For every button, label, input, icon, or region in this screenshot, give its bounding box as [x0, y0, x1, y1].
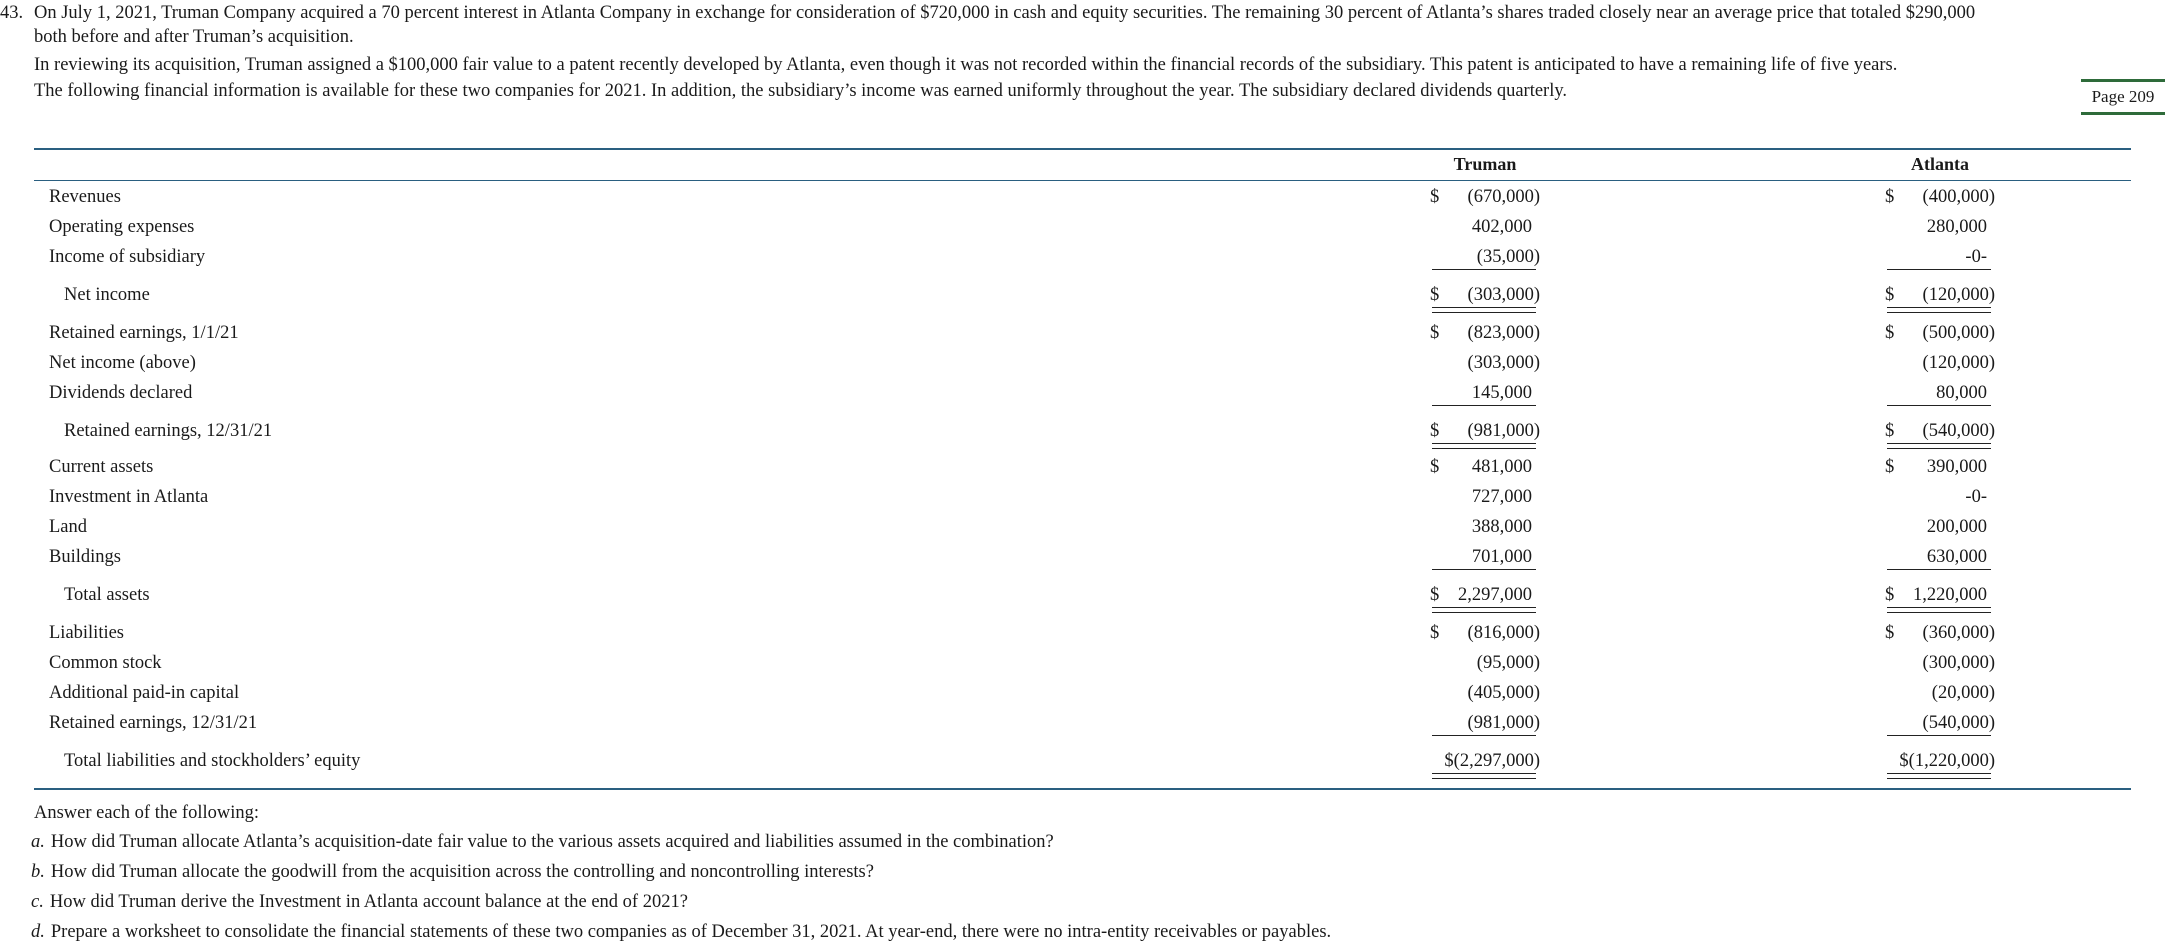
- table-row: [0, 650, 2172, 676]
- truman-amount-cell: [1430, 514, 1540, 540]
- atlanta-value: -0-: [1965, 487, 1987, 507]
- atlanta-amount-cell: [1885, 454, 1995, 480]
- truman-value: (816,000): [1467, 623, 1540, 643]
- row-label: Retained earnings, 1/1/21: [49, 323, 239, 343]
- question-a-letter: a.: [31, 832, 45, 852]
- table-row: [0, 582, 2172, 608]
- atlanta-amount-cell: [1885, 484, 1995, 510]
- atlanta-dollar-sign: $: [1885, 421, 1895, 441]
- row-label: Net income: [64, 285, 150, 305]
- atlanta-value: (500,000): [1922, 323, 1995, 343]
- truman-amount-cell: [1430, 620, 1540, 646]
- page-marker-top-rule: [2081, 79, 2165, 82]
- question-c-letter: c.: [31, 892, 44, 912]
- truman-value: 701,000: [1471, 547, 1532, 567]
- truman-amount-cell: [1430, 710, 1540, 736]
- truman-dollar-sign: $: [1430, 623, 1440, 643]
- truman-amount-cell: [1430, 544, 1540, 570]
- table-header-rule: [34, 180, 2131, 181]
- table-row: [0, 544, 2172, 570]
- truman-value: (981,000): [1467, 713, 1540, 733]
- question-d-text: Prepare a worksheet to consolidate the financial statements of these two companies as of December 31, 2021. At year-end, there were no intra-entity receivables or payables.: [50, 922, 1332, 942]
- question-a: [31, 829, 1054, 855]
- column-header-truman: Truman: [1453, 154, 1517, 174]
- table-top-rule: [34, 148, 2131, 150]
- truman-amount-cell: [1430, 650, 1540, 676]
- truman-amount-cell: [1430, 282, 1540, 308]
- truman-value: 2,297,000: [1458, 585, 1532, 605]
- atlanta-value: (300,000): [1922, 653, 1995, 673]
- row-label: Total assets: [64, 585, 150, 605]
- truman-amount-cell: [1430, 350, 1540, 376]
- atlanta-amount-cell: [1885, 320, 1995, 346]
- atlanta-dollar-sign: $: [1885, 187, 1895, 207]
- row-label: Dividends declared: [49, 383, 193, 403]
- problem-paragraph-3: The following financial information is available for these two companies for 2021. In addition, the subsidiary’s income was earned uniformly throughout the year. The subsidiary declared dividends quarterly.: [34, 81, 1568, 101]
- atlanta-amount-cell: [1885, 748, 1995, 774]
- truman-dollar-sign: $: [1430, 421, 1440, 441]
- problem-paragraph-1-continued: both before and after Truman’s acquisition.: [34, 27, 354, 47]
- atlanta-amount-cell: [1885, 514, 1995, 540]
- atlanta-amount-cell: [1885, 710, 1995, 736]
- row-label: Common stock: [49, 653, 162, 673]
- table-row: [0, 484, 2172, 510]
- question-a-text: How did Truman allocate Atlanta’s acquisition-date fair value to the various assets acquired and liabilities assumed in the combination?: [50, 832, 1054, 852]
- atlanta-amount-cell: [1885, 650, 1995, 676]
- atlanta-dollar-sign: $: [1885, 623, 1895, 643]
- truman-amount-cell: [1430, 184, 1540, 210]
- atlanta-dollar-sign: $: [1885, 457, 1895, 477]
- atlanta-amount-cell: [1885, 418, 1995, 444]
- question-d: [31, 919, 1331, 945]
- table-row: [0, 380, 2172, 406]
- problem-paragraph-2: In reviewing its acquisition, Truman assigned a $100,000 fair value to a patent recently developed by Atlanta, even though it was not recorded within the financial records of the subsidiary. This patent is anticipated to have a remaining life of five years.: [34, 55, 1898, 75]
- truman-value: (823,000): [1467, 323, 1540, 343]
- row-label: Buildings: [49, 547, 121, 567]
- page-marker-label: Page 209: [2091, 87, 2155, 106]
- truman-value: (670,000): [1467, 187, 1540, 207]
- atlanta-value: (360,000): [1922, 623, 1995, 643]
- question-b-letter: b.: [31, 862, 45, 882]
- atlanta-amount-cell: [1885, 380, 1995, 406]
- truman-value: 727,000: [1471, 487, 1532, 507]
- truman-value: 402,000: [1471, 217, 1532, 237]
- atlanta-dollar-sign: $: [1885, 323, 1895, 343]
- atlanta-amount-cell: [1885, 680, 1995, 706]
- question-c: [31, 889, 688, 915]
- truman-value: $(2,297,000): [1444, 751, 1540, 771]
- atlanta-dollar-sign: $: [1885, 285, 1895, 305]
- truman-value: (981,000): [1467, 421, 1540, 441]
- atlanta-value: 1,220,000: [1913, 585, 1987, 605]
- atlanta-amount-cell: [1885, 582, 1995, 608]
- atlanta-amount-cell: [1885, 544, 1995, 570]
- atlanta-value: 390,000: [1926, 457, 1987, 477]
- row-label: Investment in Atlanta: [49, 487, 209, 507]
- truman-amount-cell: [1430, 244, 1540, 270]
- table-row: [0, 710, 2172, 736]
- answer-intro: Answer each of the following:: [34, 803, 260, 823]
- question-b-text: How did Truman allocate the goodwill from the acquisition across the controlling and noncontrolling interests?: [50, 862, 874, 882]
- atlanta-value: -0-: [1965, 247, 1987, 267]
- atlanta-value: 630,000: [1926, 547, 1987, 567]
- atlanta-value: $(1,220,000): [1899, 751, 1995, 771]
- row-label: Revenues: [49, 187, 121, 207]
- atlanta-value: (400,000): [1922, 187, 1995, 207]
- row-label: Operating expenses: [49, 217, 195, 237]
- atlanta-value: 80,000: [1936, 383, 1987, 403]
- atlanta-amount-cell: [1885, 350, 1995, 376]
- table-row: [0, 184, 2172, 210]
- atlanta-value: (120,000): [1922, 285, 1995, 305]
- truman-amount-cell: [1430, 454, 1540, 480]
- table-row: [0, 320, 2172, 346]
- truman-value: (303,000): [1467, 285, 1540, 305]
- atlanta-value: 200,000: [1926, 517, 1987, 537]
- truman-amount-cell: [1430, 582, 1540, 608]
- table-row: [0, 680, 2172, 706]
- truman-amount-cell: [1430, 748, 1540, 774]
- truman-amount-cell: [1430, 680, 1540, 706]
- page-marker-bottom-rule: [2081, 112, 2165, 115]
- truman-amount-cell: [1430, 214, 1540, 240]
- truman-value: 388,000: [1471, 517, 1532, 537]
- atlanta-amount-cell: [1885, 214, 1995, 240]
- truman-value: 145,000: [1471, 383, 1532, 403]
- truman-amount-cell: [1430, 320, 1540, 346]
- table-row: [0, 282, 2172, 308]
- table-row: [0, 214, 2172, 240]
- atlanta-amount-cell: [1885, 184, 1995, 210]
- atlanta-amount-cell: [1885, 620, 1995, 646]
- truman-dollar-sign: $: [1430, 187, 1440, 207]
- truman-value: (303,000): [1467, 353, 1540, 373]
- row-label: Land: [49, 517, 88, 537]
- question-b: [31, 859, 874, 885]
- row-label: Net income (above): [49, 353, 196, 373]
- truman-amount-cell: [1430, 418, 1540, 444]
- page-marker: [2081, 82, 2165, 110]
- row-label: Retained earnings, 12/31/21: [64, 421, 273, 441]
- question-d-letter: d.: [31, 922, 45, 942]
- atlanta-value: (120,000): [1922, 353, 1995, 373]
- question-c-text: How did Truman derive the Investment in Atlanta account balance at the end of 2021?: [49, 892, 688, 912]
- table-row: [0, 350, 2172, 376]
- atlanta-value: 280,000: [1926, 217, 1987, 237]
- row-label: Additional paid-in capital: [49, 683, 240, 703]
- row-label: Income of subsidiary: [49, 247, 206, 267]
- atlanta-dollar-sign: $: [1885, 585, 1895, 605]
- truman-dollar-sign: $: [1430, 285, 1440, 305]
- table-row: [0, 418, 2172, 444]
- table-row: [0, 454, 2172, 480]
- atlanta-amount-cell: [1885, 282, 1995, 308]
- truman-dollar-sign: $: [1430, 585, 1440, 605]
- truman-value: (95,000): [1476, 653, 1540, 673]
- row-label: Liabilities: [49, 623, 125, 643]
- truman-dollar-sign: $: [1430, 457, 1440, 477]
- truman-value: (405,000): [1467, 683, 1540, 703]
- row-label: Current assets: [49, 457, 154, 477]
- truman-dollar-sign: $: [1430, 323, 1440, 343]
- table-row: [0, 514, 2172, 540]
- row-label: Retained earnings, 12/31/21: [49, 713, 258, 733]
- atlanta-value: (540,000): [1922, 713, 1995, 733]
- atlanta-value: (20,000): [1931, 683, 1995, 703]
- column-header-atlanta: Atlanta: [1911, 154, 1969, 174]
- truman-amount-cell: [1430, 484, 1540, 510]
- row-label: Total liabilities and stockholders’ equity: [64, 751, 361, 771]
- problem-paragraph-1: On July 1, 2021, Truman Company acquired a 70 percent interest in Atlanta Company in exchange for consideration of $720,000 in cash and equity securities. The remaining 30 percent of Atlanta’s shares traded closely near an average price that totaled $290,000: [34, 3, 1976, 23]
- problem-number: 43.: [0, 3, 24, 23]
- atlanta-value: (540,000): [1922, 421, 1995, 441]
- table-row: [0, 620, 2172, 646]
- table-row: [0, 244, 2172, 270]
- atlanta-amount-cell: [1885, 244, 1995, 270]
- table-row: [0, 748, 2172, 774]
- truman-value: 481,000: [1471, 457, 1532, 477]
- truman-value: (35,000): [1476, 247, 1540, 267]
- truman-amount-cell: [1430, 380, 1540, 406]
- table-bottom-rule: [34, 788, 2131, 790]
